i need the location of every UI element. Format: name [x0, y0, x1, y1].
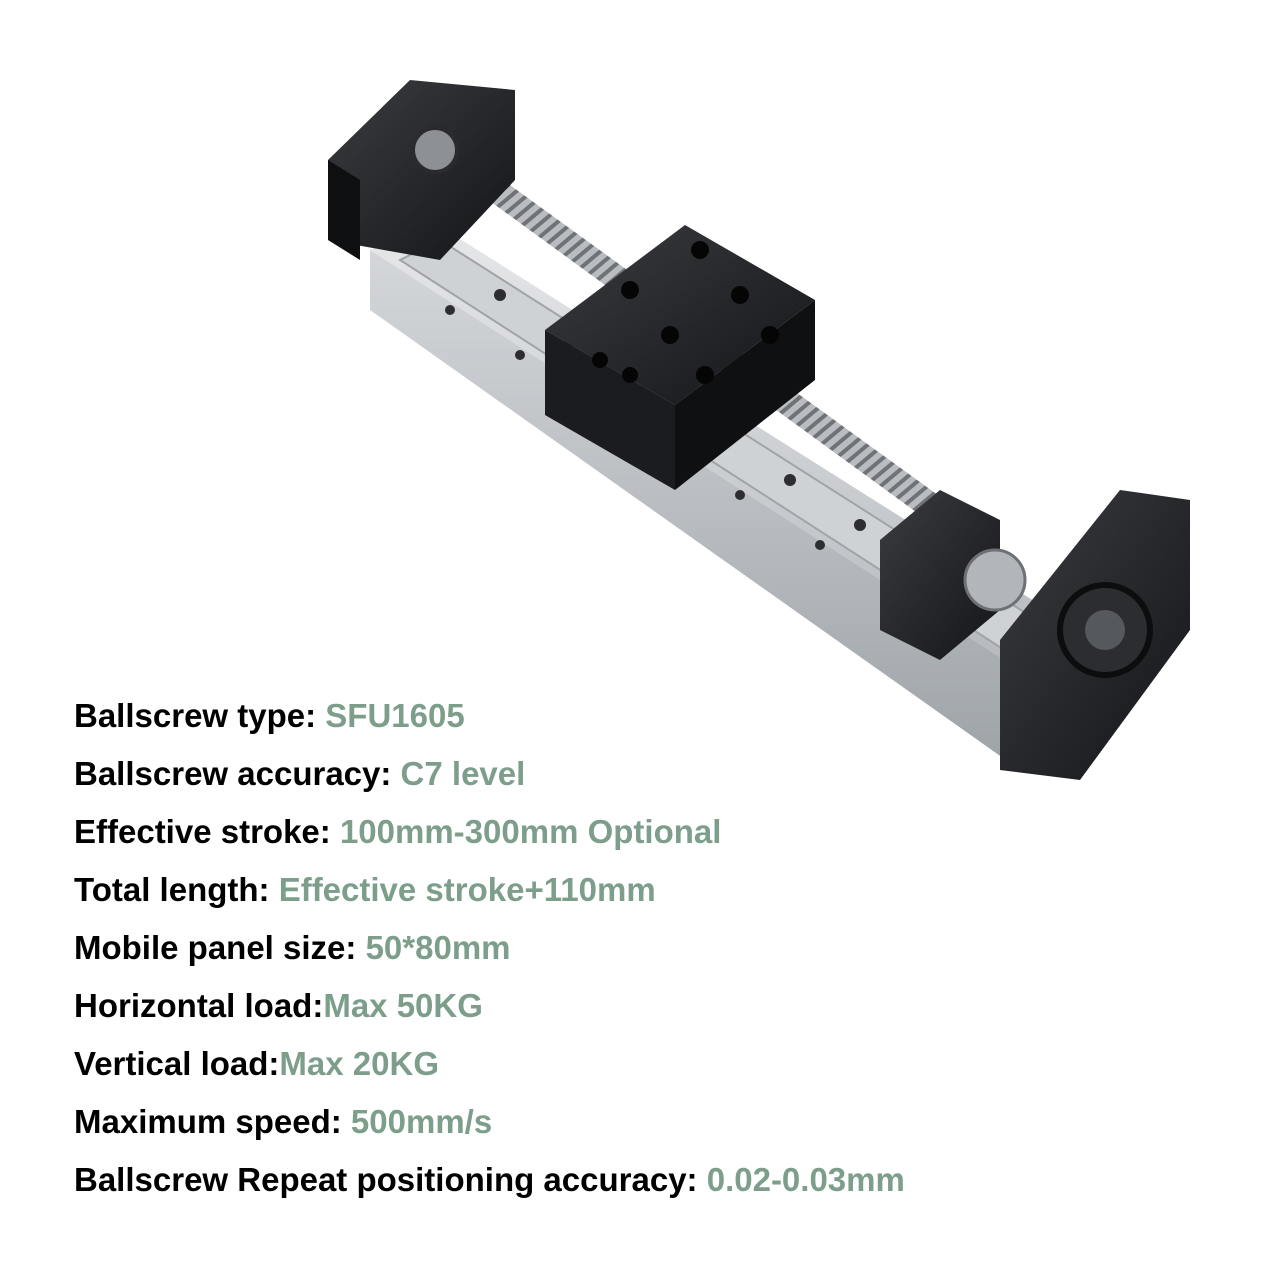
spec-row [74, 922, 905, 980]
spec-label: Effective stroke: [74, 813, 340, 850]
spec-value: 500mm/s [350, 1103, 493, 1140]
spec-label: Ballscrew Repeat positioning accuracy: [74, 1161, 707, 1198]
spec-row [74, 1096, 905, 1154]
spec-row [74, 690, 905, 748]
spec-value: SFU1605 [325, 697, 465, 734]
spec-label: Ballscrew type: [74, 697, 326, 734]
spec-label: Horizontal load: [74, 987, 324, 1024]
spec-label: Vertical load: [74, 1045, 280, 1082]
spec-list [74, 690, 905, 1212]
spec-label: Total length: [74, 871, 279, 908]
spec-label: Ballscrew accuracy: [74, 755, 401, 792]
spec-row [74, 980, 905, 1038]
spec-row [74, 806, 905, 864]
spec-value: Max 20KG [279, 1045, 439, 1082]
spec-value: 50*80mm [365, 929, 511, 966]
spec-value: Max 50KG [323, 987, 483, 1024]
spec-value: 0.02-0.03mm [706, 1161, 905, 1198]
rear-end-plate [328, 80, 515, 260]
spec-value: C7 level [400, 755, 526, 792]
spec-row [74, 1154, 905, 1212]
spec-label: Maximum speed: [74, 1103, 351, 1140]
front-end-plate [1000, 490, 1190, 780]
spec-row [74, 1038, 905, 1096]
spec-row [74, 864, 905, 922]
spec-value: 100mm-300mm Optional [339, 813, 722, 850]
spec-row [74, 748, 905, 806]
spec-label: Mobile panel size: [74, 929, 366, 966]
spec-value: Effective stroke+110mm [278, 871, 656, 908]
